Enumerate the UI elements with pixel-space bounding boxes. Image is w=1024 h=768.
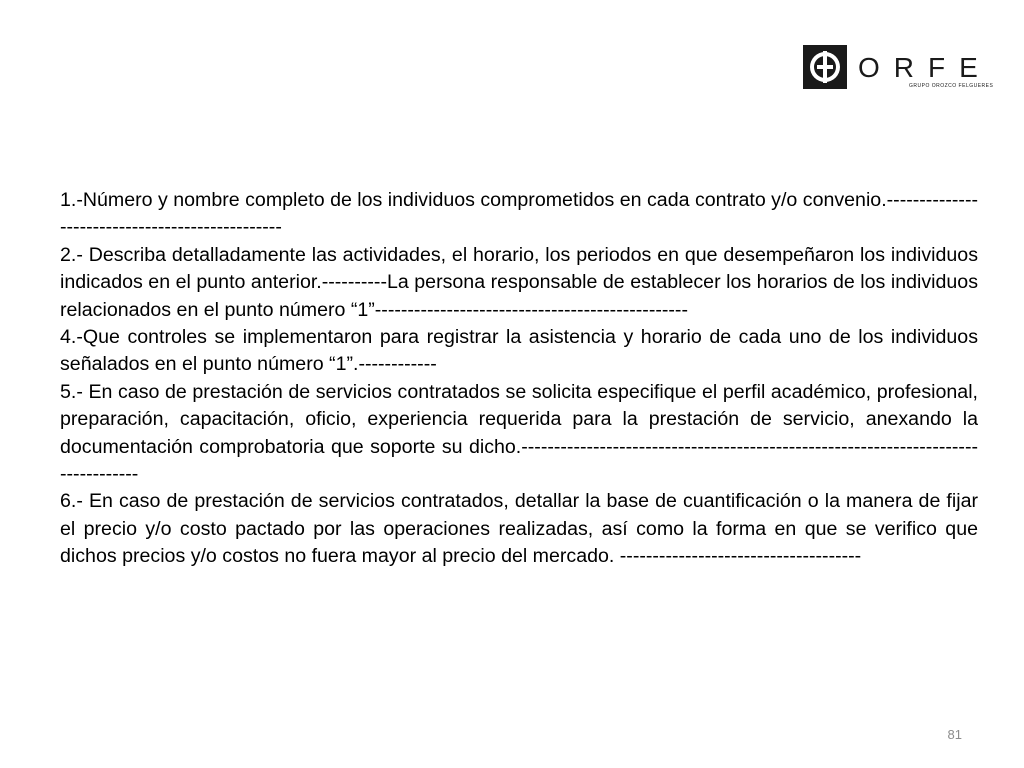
paragraph-5: 5.- En caso de prestación de servicios contratados se solicita especifique el perfil académico, profesional, preparación, capacitación, oficio, experiencia requerida para la prestación de servicio, anexando la documentación comprobatoria que soporte su dicho.---------------------------------------------------------------------------------- xyxy=(60,380,978,486)
orfe-logo-mark-icon xyxy=(803,45,847,89)
logo-wordmark: ORFE xyxy=(858,52,992,83)
orfe-logo xyxy=(803,45,994,95)
logo-subtitle: GRUPO OROZCO FELGUERES xyxy=(909,83,994,89)
paragraph-6: 6.- En caso de prestación de servicios contratados, detallar la base de cuantificación o la manera de fijar el precio y/o costo pactado por las operaciones realizadas, así como la forma en que se verifico que dichos precios y/o costos no fuera mayor al precio del mercado. ------------------------------------- xyxy=(60,490,978,568)
document-body xyxy=(60,187,978,571)
paragraph-1: 1.-Número y nombre completo de los individuos comprometidos en cada contrato y/o convenio.------------------------------------------------ xyxy=(60,189,978,239)
paragraph-2: 2.- Describa detalladamente las actividades, el horario, los periodos en que desempeñaron los individuos indicados en el punto anterior.----------La persona responsable de establecer los horarios de los individuos relacionados en el punto número “1”------------------------------------------------ xyxy=(60,243,978,321)
paragraph-4: 4.-Que controles se implementaron para registrar la asistencia y horario de cada uno de los individuos señalados en el punto número “1”.------------ xyxy=(60,326,978,376)
page-number: 81 xyxy=(947,727,962,742)
